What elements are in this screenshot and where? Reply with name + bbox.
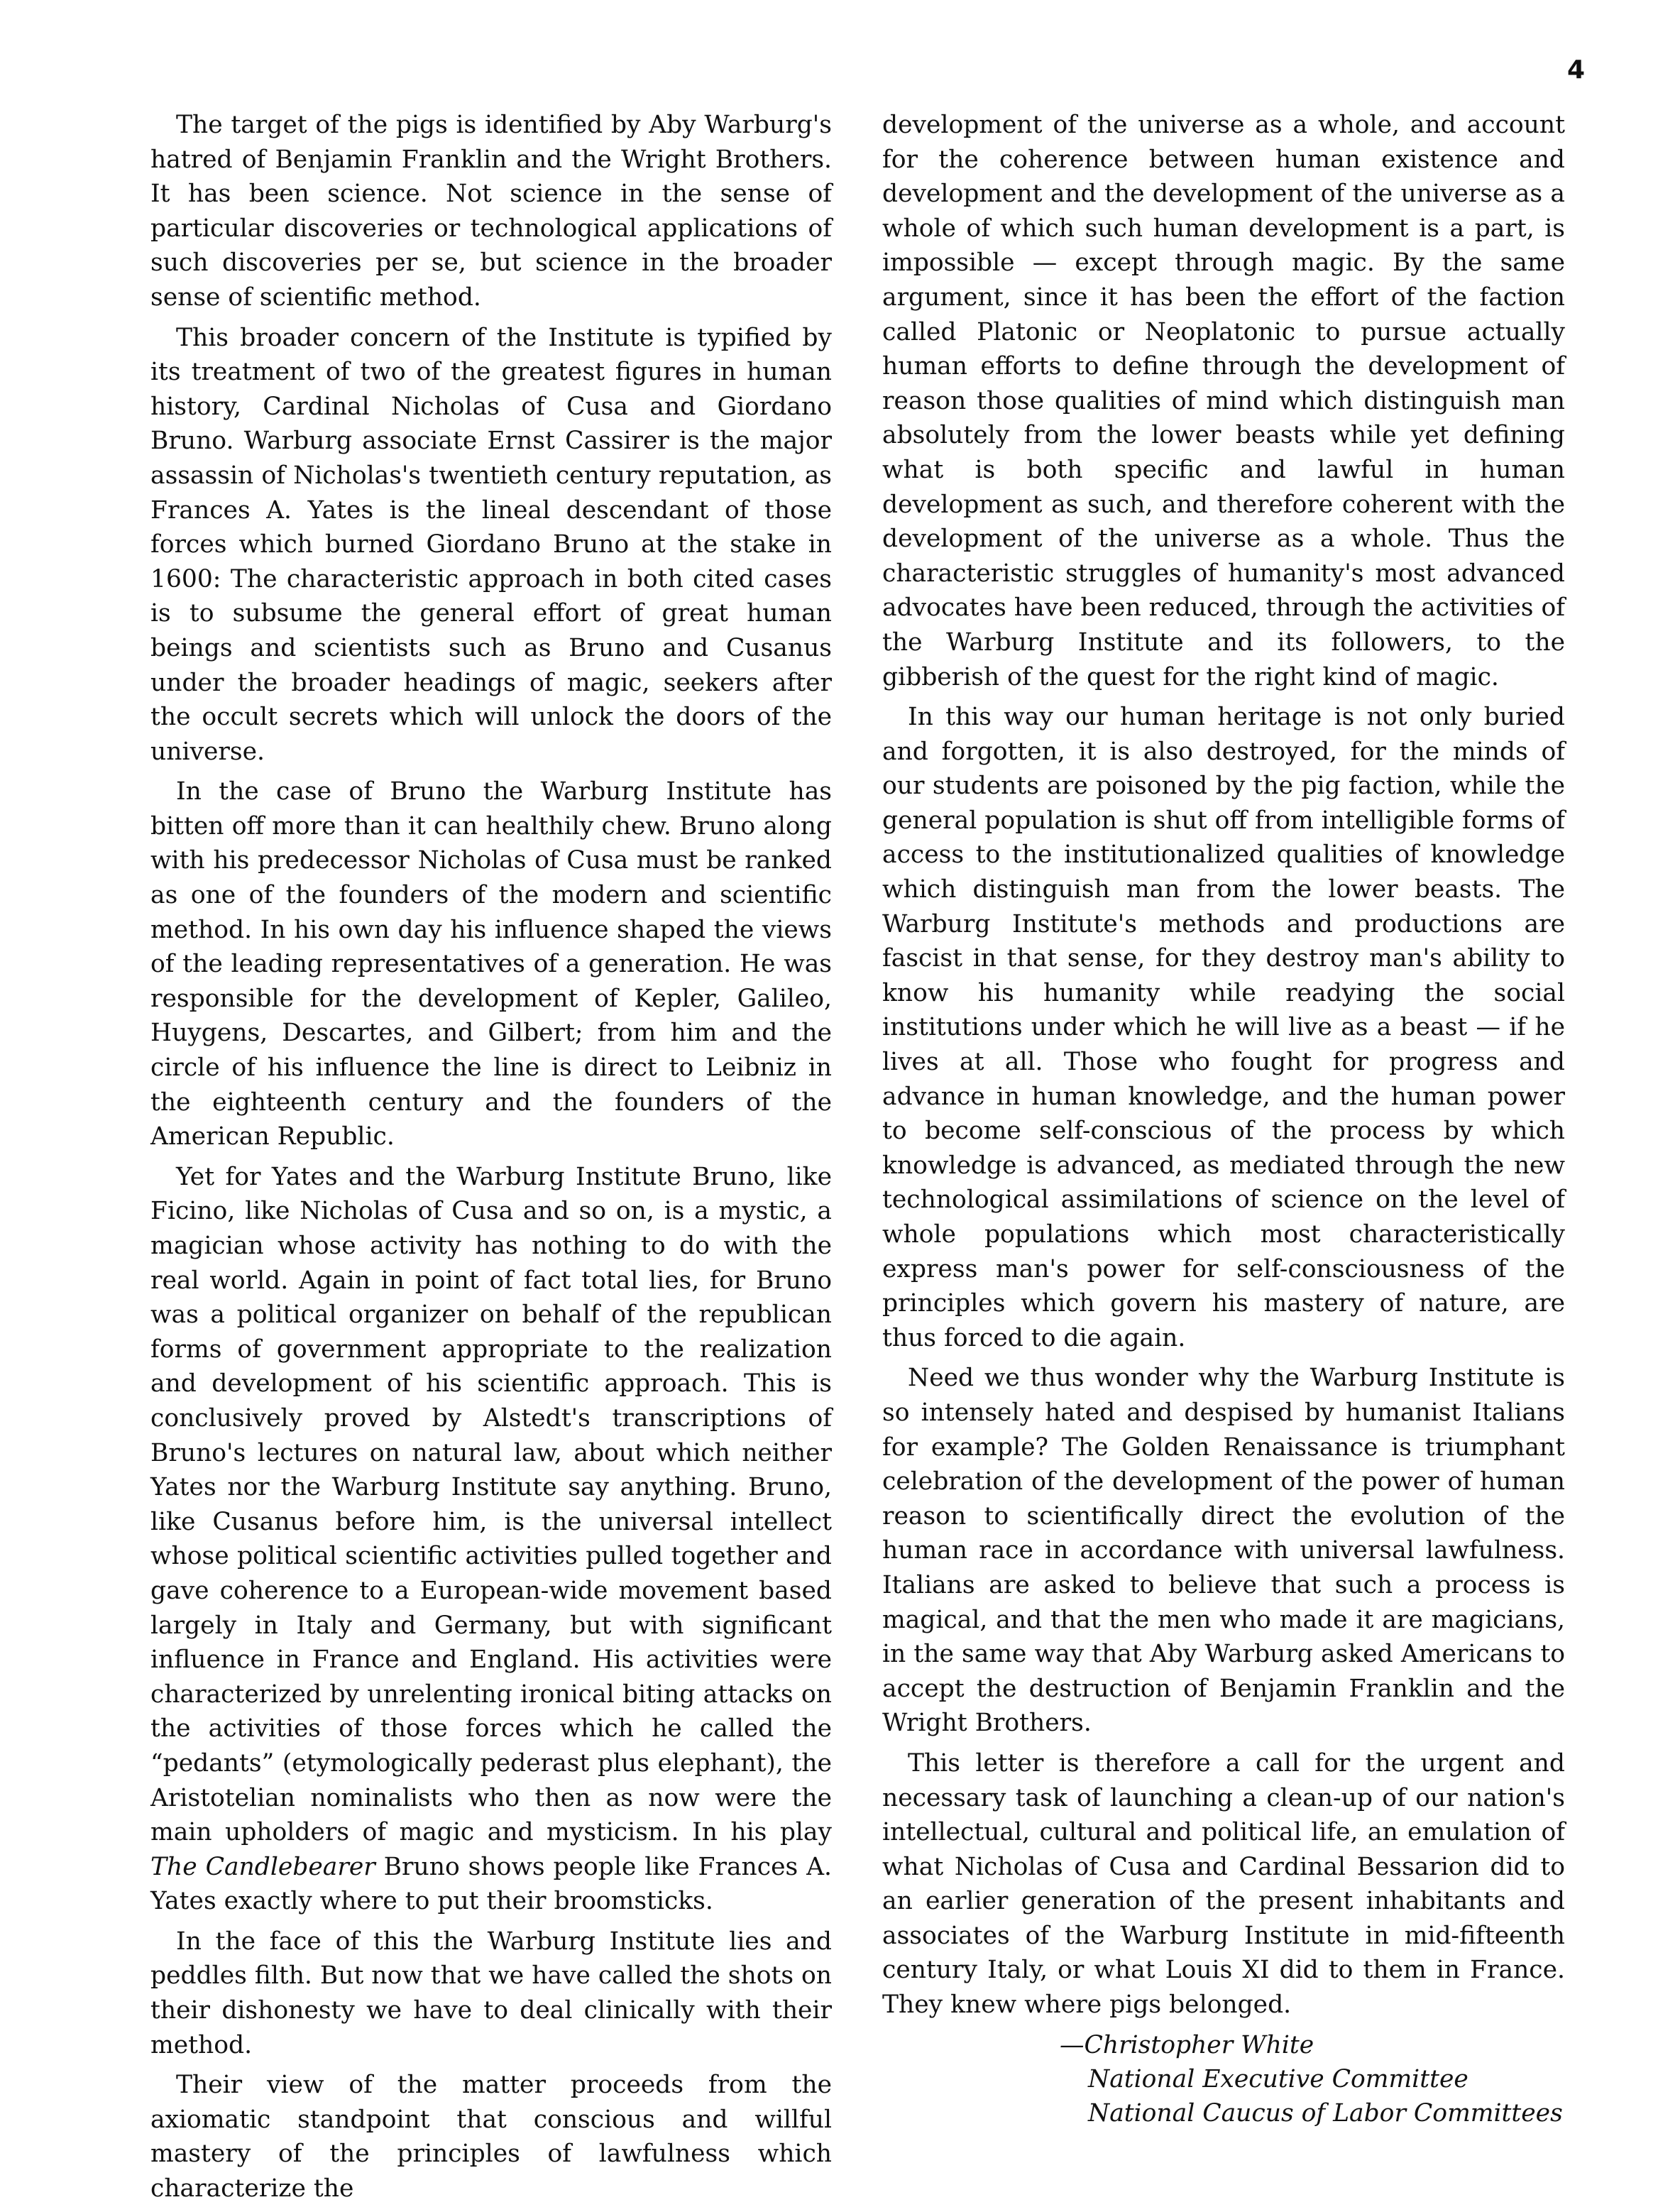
paragraph-continuation: development of the universe as a whole, and account for the coherence between human existence and development and the development of the universe as a whole of which such human development is a part, is impossible — except through magic. By the same argument, since it has been the effort of the faction called Platonic or Neoplatonic to pursue actually human efforts to define through the development of reason those qualities of mind which distinguish man absolutely from the lower beasts while yet defining what is both specific and lawful in human development as such, and therefore coherent with the development of the universe as a whole. Thus the characteristic struggles of humanity's most advanced advocates have been reduced, through the activities of the Warburg Institute and its followers, to the gibberish of the quest for the right kind of magic. — [882, 111, 1565, 691]
page-number: 4 — [1567, 55, 1586, 84]
play-title: The Candlebearer — [150, 1852, 375, 1881]
paragraph-text: Bruno shows people like Frances A. Yates exactly where to put their broomsticks. — [150, 1852, 832, 1916]
paragraph: The target of the pigs is identified by Aby Warburg's hatred of Benjamin Franklin and the Wright Brothers. It has been science. Not science in the sense of particular discoveries or technological applications of such discoveries per se, but science in the broader sense of scientific method. — [150, 111, 832, 312]
left-column — [150, 108, 832, 2212]
paragraph: In the face of this the Warburg Institute lies and peddles filth. But now that we have called the shots on their dishonesty we have to deal clinically with their method. — [150, 1927, 832, 2059]
paragraph — [150, 1160, 832, 1919]
paragraph: Need we thus wonder why the Warburg Institute is so intensely hated and despised by humanist Italians for example? The Golden Renaissance is triumphant celebration of the development of the power of human reason to scientifically direct the evolution of the human race in accordance with universal lawfulness. Italians are asked to believe that such a process is magical, and that the men who made it are magicians, in the same way that Aby Warburg asked Americans to accept the destruction of Benjamin Franklin and the Wright Brothers. — [882, 1364, 1565, 1738]
paragraph: In the case of Bruno the Warburg Institute has bitten off more than it can healthily chew. Bruno along with his predecessor Nicholas of Cusa must be ranked as one of the founders of the modern and scientific method. In his own day his influence shaped the views of the leading representatives of a generation. He was responsible for the development of Kepler, Galileo, Huygens, Descartes, and Gilbert; from him and the circle of his influence the line is direct to Leibniz in the eighteenth century and the founders of the American Republic. — [150, 777, 832, 1151]
signature-affiliation: National Executive Committee — [1088, 2064, 1468, 2093]
paragraph: This letter is therefore a call for the urgent and necessary task of launching a clean-up of our nation's intellectual, cultural and political life, an emulation of what Nicholas of Cusa and Cardinal Bessarion did to an earlier generation of the present inhabitants and associates of the Warburg Institute in mid-fifteenth century Italy, or what Louis XI did to them in France. They knew where pigs belonged. — [882, 1748, 1565, 2020]
paragraph: Their view of the matter proceeds from the axiomatic standpoint that conscious and willful mastery of the principles of lawfulness which characterize the — [150, 2071, 832, 2203]
right-column — [882, 108, 1565, 2130]
signature-affiliation: National Caucus of Labor Committees — [1088, 2098, 1563, 2128]
signature-name: —Christopher White — [1060, 2030, 1314, 2059]
paragraph: This broader concern of the Institute is typified by its treatment of two of the greatest figures in human history, Cardinal Nicholas of Cusa and Giordano Bruno. Warburg associate Ernst Cassirer is the major assassin of Nicholas's twentieth century reputation, as Frances A. Yates is the lineal descendant of those forces which burned Giordano Bruno at the stake in 1600: The characteristic approach in both cited cases is to subsume the general effort of great human beings and scientists such as Bruno and Cusanus under the broader headings of magic, seekers after the occult secrets which will unlock the doors of the universe. — [150, 323, 832, 766]
signature-block — [882, 2028, 1565, 2130]
paragraph: In this way our human heritage is not only buried and forgotten, it is also destroyed, for the minds of our students are poisoned by the pig faction, while the general population is shut off from intelligible forms of access to the institutionalized qualities of knowledge which distinguish man from the lower beasts. The Warburg Institute's methods and productions are fascist in that sense, for they destroy man's ability to know his humanity while readying the social institutions under which he will live as a beast — if he lives at all. Those who fought for progress and advance in human knowledge, and the human power to become self-conscious of the process by which knowledge is advanced, as mediated through the new technological assimilations of science on the level of whole populations which most characteristically express man's power for self-consciousness of the principles which govern his mastery of nature, are thus forced to die again. — [882, 703, 1565, 1352]
paragraph-text: Yet for Yates and the Warburg Institute Bruno, like Ficino, like Nicholas of Cusa and so on, is a mystic, a magician whose activity has nothing to do with the real world. Again in point of fact total lies, for Bruno was a political organizer on behalf of the republican forms of government appropriate to the realization and development of his scientific approach. This is conclusively proved by Alstedt's transcriptions of Bruno's lectures on natural law, about which neither Yates nor the Warburg Institute say anything. Bruno, like Cusanus before him, is the universal intellect whose political scientific activities pulled together and gave coherence to a European-wide movement based largely in Italy and Germany, but with significant influence in France and England. His activities were characterized by unrelenting ironical biting attacks on the activities of those forces which he called the “pedants” (etymologically pederast plus elephant), the Aristotelian nominalists who then as now were the main upholders of magic and mysticism. In his play — [150, 1162, 832, 1847]
